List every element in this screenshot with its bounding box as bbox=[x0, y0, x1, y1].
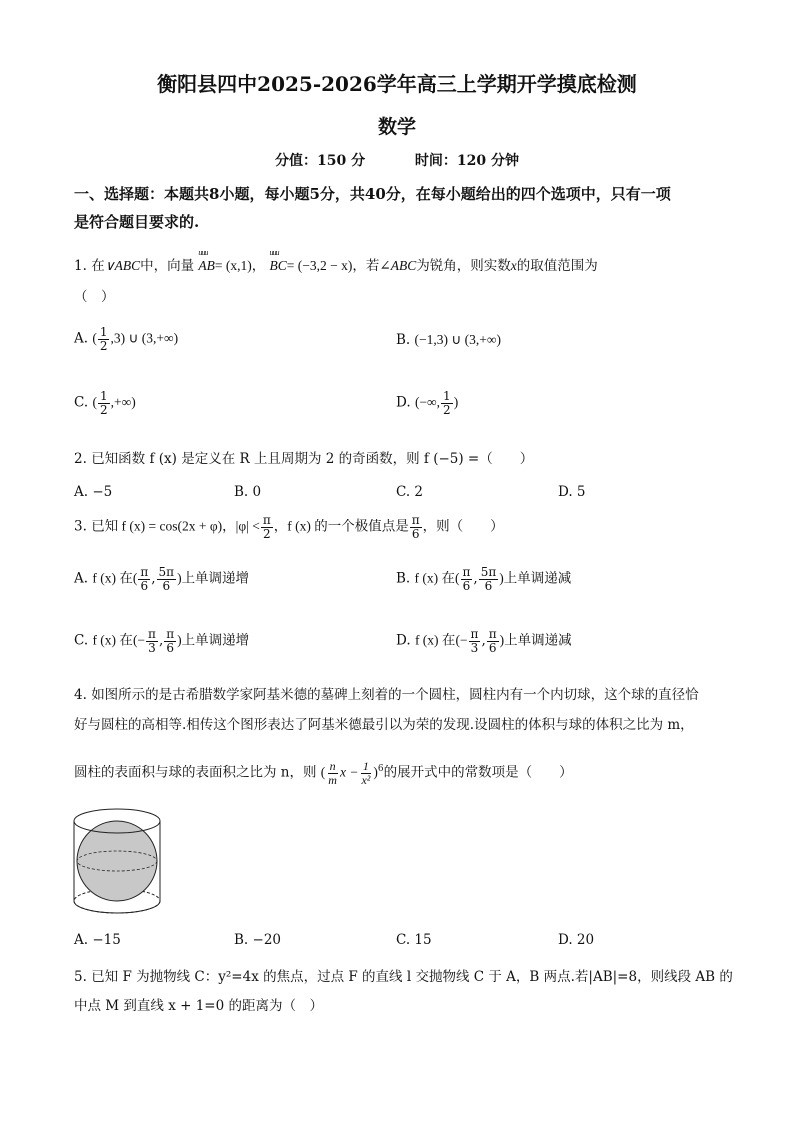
time-label: 时间：120 分钟 bbox=[414, 153, 519, 169]
q1-option-a[interactable]: A. ( $\frac{1}{2}$ ,3) ∪ (3,+∞) bbox=[74, 325, 179, 353]
question-1-paren: （ ） bbox=[74, 289, 115, 305]
cylinder-sphere-figure bbox=[70, 800, 164, 920]
q2-option-c[interactable]: C. 2 bbox=[396, 484, 424, 500]
q2-option-b[interactable]: B. 0 bbox=[234, 484, 262, 500]
vector-ab: uuu AB bbox=[198, 248, 215, 273]
q2-option-a[interactable]: A. −5 bbox=[74, 484, 113, 500]
question-5-line2: 中点 M 到直线 x + 1=0 的距离为（ ） bbox=[74, 998, 323, 1014]
q3-option-a[interactable]: A. f (x) 在( $\frac{\pi}{6}$ , $\frac{5\pi}{6}$ )上单调递增 bbox=[74, 565, 250, 593]
question-4-line3: 圆柱的表面积与球的表面积之比为 n，则 ( $\frac{n}{m}$ x − $\frac{1}{\text{x²}}$ )$^6$的展开式中的常数项是（ ） bbox=[74, 759, 573, 787]
q1-option-c[interactable]: C. ( $\frac{1}{2}$ ,+∞) bbox=[74, 389, 136, 417]
question-1-stem: 1. 在∨ABC中，向量 uuu AB= (x,1)， uuu BC= (−3,2 − x)，若∠ABC为锐角，则实数x的取值范围为 bbox=[74, 248, 598, 274]
vector-bc: uuu BC bbox=[269, 248, 287, 273]
q3-option-c[interactable]: C. f (x) 在(− $\frac{\pi}{3}$ , $\frac{\pi}{6}$ )上单调递增 bbox=[74, 627, 250, 655]
q1-option-b[interactable]: B. (−1,3) ∪ (3,+∞) bbox=[396, 332, 501, 348]
question-4-line2: 好与圆柱的高相等.相传这个图形表达了阿基米德最引以为荣的发现.设圆柱的体积与球的体积之比为 m， bbox=[74, 717, 694, 733]
q3-option-d[interactable]: D. f (x) 在(− $\frac{\pi}{3}$ , $\frac{\pi}{6}$ )上单调递减 bbox=[396, 627, 572, 655]
question-5-line1: 5. 已知 F 为抛物线 C：y²=4x 的焦点，过点 F 的直线 l 交抛物线 C 于 A，B 两点.若|AB|=8，则线段 AB 的 bbox=[74, 969, 733, 985]
q3-option-b[interactable]: B. f (x) 在( $\frac{\pi}{6}$ , $\frac{5\pi}{6}$ )上单调递减 bbox=[396, 565, 572, 593]
question-2-stem: 2. 已知函数 f (x) 是定义在 R 上且周期为 2 的奇函数，则 f (−5) =（ ） bbox=[74, 451, 534, 467]
score-label: 分值：150 分 bbox=[275, 153, 366, 169]
section-heading-line1: 一、选择题：本题共8小题，每小题5分，共40分，在每小题给出的四个选项中，只有一项 bbox=[74, 185, 671, 203]
q2-option-d[interactable]: D. 5 bbox=[558, 484, 586, 500]
subject-title: 数学 bbox=[377, 116, 416, 138]
q4-option-a[interactable]: A. −15 bbox=[74, 932, 121, 948]
q1-option-d[interactable]: D. (−∞, $\frac{1}{2}$ ) bbox=[396, 389, 459, 417]
exam-meta bbox=[0, 150, 794, 170]
q4-option-d[interactable]: D. 20 bbox=[558, 932, 595, 948]
section-heading-line2: 是符合题目要求的. bbox=[74, 213, 200, 231]
q4-option-c[interactable]: C. 15 bbox=[396, 932, 432, 948]
question-4-line1: 4. 如图所示的是古希腊数学家阿基米德的墓碑上刻着的一个圆柱，圆柱内有一个内切球，这个球的直径恰 bbox=[74, 687, 699, 703]
exam-title: 衡阳县四中2025-2026学年高三上学期开学摸底检测 bbox=[157, 72, 637, 96]
question-3-stem: 3. 已知 f (x) = cos(2x + φ)，|φ| < $\frac{\pi}{2}$ ，f (x) 的一个极值点是 $\frac{\pi}{6}$ ，则（ ） bbox=[74, 513, 504, 541]
cylinder-bottom-front bbox=[74, 901, 160, 913]
q4-option-b[interactable]: B. −20 bbox=[234, 932, 281, 948]
